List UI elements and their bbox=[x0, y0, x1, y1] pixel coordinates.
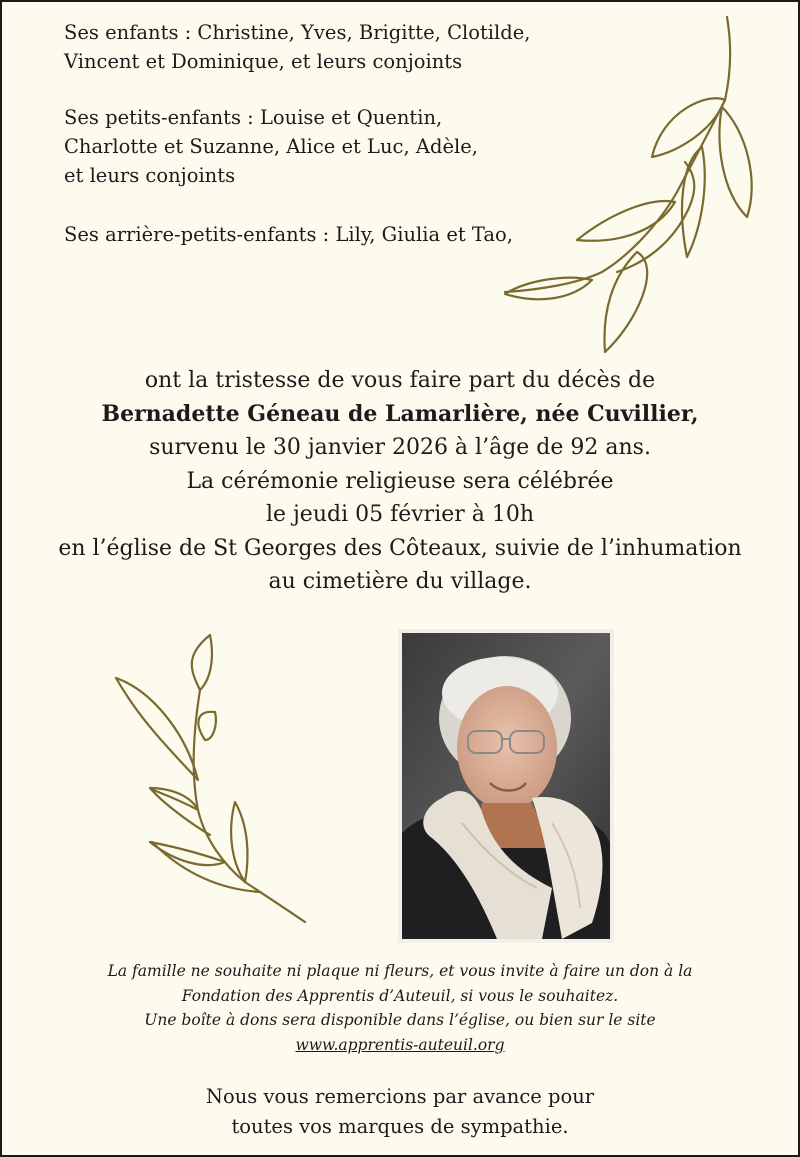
deceased-name: Bernadette Géneau de Lamarlière, née Cuvillier, bbox=[101, 400, 699, 427]
announcement bbox=[2, 364, 798, 599]
donation-line: La famille ne souhaite ni plaque ni fleurs, et vous invite à faire un don à la bbox=[107, 962, 693, 980]
thanks-line: Nous vous remercions par avance pour bbox=[205, 1085, 595, 1108]
great-grandchildren-paragraph bbox=[64, 220, 513, 249]
thanks-message bbox=[2, 1082, 798, 1142]
donation-website-link[interactable]: www.apprentis-auteuil.org bbox=[295, 1035, 505, 1054]
thanks-line: toutes vos marques de sympathie. bbox=[231, 1115, 569, 1138]
date-line: le jeudi 05 février à 10h bbox=[265, 502, 535, 527]
grandchildren-line: Ses petits-enfants : Louise et Quentin, bbox=[64, 106, 443, 129]
olive-branch-icon bbox=[110, 630, 310, 930]
cemetery-line: au cimetière du village. bbox=[268, 569, 532, 594]
donation-line: Une boîte à dons sera disponible dans l’église, ou bien sur le site bbox=[144, 1011, 656, 1029]
intro-line: ont la tristesse de vous faire part du décès de bbox=[144, 368, 656, 393]
grandchildren-line: Charlotte et Suzanne, Alice et Luc, Adèle, bbox=[64, 135, 478, 158]
children-paragraph bbox=[64, 18, 531, 76]
donation-note bbox=[2, 959, 798, 1057]
children-line: Ses enfants : Christine, Yves, Brigitte, Clotilde, bbox=[64, 21, 531, 44]
children-line: Vincent et Dominique, et leurs conjoints bbox=[64, 50, 463, 73]
portrait-photo bbox=[398, 629, 614, 943]
great-grandchildren-line: Ses arrière-petits-enfants : Lily, Giulia et Tao, bbox=[64, 223, 513, 246]
grandchildren-line: et leurs conjoints bbox=[64, 164, 236, 187]
church-line: en l’église de St Georges des Côteaux, suivie de l’inhumation bbox=[58, 535, 742, 561]
ceremony-line: La cérémonie religieuse sera célébrée bbox=[186, 468, 614, 494]
olive-branch-icon bbox=[497, 12, 762, 357]
grandchildren-paragraph bbox=[64, 103, 478, 190]
donation-line: Fondation des Apprentis d’Auteuil, si vous le souhaitez. bbox=[181, 986, 619, 1005]
death-line: survenu le 30 janvier 2026 à l’âge de 92 ans. bbox=[149, 435, 651, 460]
portrait-image bbox=[402, 633, 610, 939]
